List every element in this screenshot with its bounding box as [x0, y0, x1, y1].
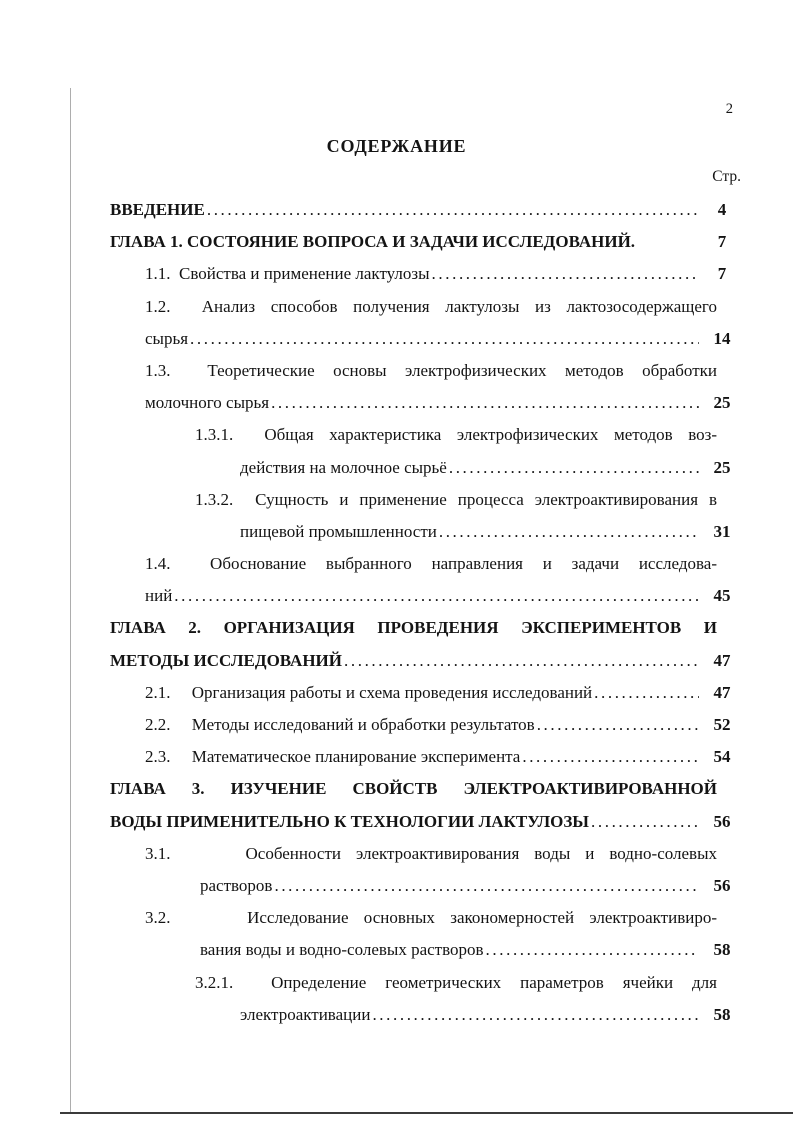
dot-leader — [589, 806, 699, 838]
toc-entry-text: 3.2.1. Определение геометрических параметров ячейки для — [195, 972, 717, 992]
dot-leader — [535, 709, 699, 741]
toc-line — [110, 773, 717, 805]
toc-line — [110, 516, 745, 548]
toc-entry-text: 1.1. Свойства и применение лактулозы — [145, 264, 430, 284]
toc-line — [110, 194, 745, 226]
toc-line — [110, 484, 717, 516]
toc-entry-text: 3.2. Исследование основных закономерностей электроактивиро- — [145, 908, 717, 928]
toc-entry-text: ВОДЫ ПРИМЕНИТЕЛЬНО К ТЕХНОЛОГИИ ЛАКТУЛОЗЫ — [110, 811, 590, 831]
dot-leader — [430, 258, 699, 290]
toc-line — [110, 806, 745, 838]
toc-page-number: 7 — [717, 232, 727, 252]
toc-line — [110, 709, 745, 741]
toc-page-number: 52 — [713, 715, 731, 734]
toc-entry-text: 1.4. Обоснование выбранного направления и задачи исследова- — [145, 554, 717, 574]
page-title: СОДЕРЖАНИЕ — [326, 136, 467, 156]
toc-entry-text: МЕТОДЫ ИССЛЕДОВАНИЙ — [110, 650, 343, 670]
toc-entry-text: действия на молочное сырьё — [240, 457, 447, 477]
toc-line — [110, 452, 745, 484]
toc-entry-text: растворов — [200, 875, 273, 895]
toc-entry-text: 1.3.1. Общая характеристика электрофизических методов воз- — [195, 425, 717, 445]
toc-page-number: 54 — [713, 747, 731, 767]
toc-entry-text: ний — [145, 586, 173, 606]
dot-leader — [520, 741, 699, 773]
toc-line — [110, 645, 745, 677]
toc-line — [110, 902, 717, 934]
toc-line — [110, 258, 745, 290]
scan-edge-left-line — [70, 88, 71, 1112]
toc-line — [110, 612, 717, 644]
toc-entry-text: 2.2. Методы исследований и обработки результатов — [145, 715, 535, 734]
toc-entry-text: сырья — [145, 328, 189, 348]
toc-page-number: 56 — [713, 811, 731, 831]
toc-entry-text: 2.1. Организация работы и схема проведения исследований — [145, 682, 593, 702]
toc-page-number: 58 — [713, 1004, 731, 1024]
scan-edge-bottom-line — [60, 1112, 793, 1114]
toc-line — [110, 967, 717, 999]
toc-line — [110, 226, 745, 258]
toc-entry-text: 1.2. Анализ способов получения лактулозы из лактозосодержащего — [145, 296, 717, 316]
toc-line — [110, 291, 717, 323]
toc-page-number: 25 — [713, 393, 731, 413]
toc-line — [110, 580, 745, 612]
toc-entry-text: ГЛАВА 3. ИЗУЧЕНИЕ СВОЙСТВ ЭЛЕКТРОАКТИВИРОВАННОЙ — [110, 779, 717, 799]
toc-entry-text: молочного сырья — [145, 393, 270, 413]
toc-entry-text: электроактивации — [240, 1004, 371, 1024]
toc-page-number: 4 — [717, 200, 727, 219]
toc-entry-text: 3.1. Особенности электроактивирования воды и водно-солевых — [145, 843, 717, 863]
toc-page-number: 31 — [713, 521, 731, 541]
dot-leader — [205, 194, 699, 226]
toc-entry-text: вания воды и водно-солевых растворов — [200, 940, 484, 960]
toc-entry-text: 1.3. Теоретические основы электрофизических методов обработки — [145, 360, 717, 380]
toc-line — [110, 355, 717, 387]
dot-leader — [188, 323, 699, 355]
toc-page-number: 45 — [713, 586, 731, 606]
toc-page-number: 14 — [713, 328, 731, 348]
toc-page-number: 56 — [713, 875, 731, 895]
toc-page-number: 47 — [713, 682, 731, 702]
toc-line — [110, 419, 717, 451]
toc-line — [110, 548, 717, 580]
toc-entry-text: пищевой промышленности — [240, 521, 437, 541]
dot-leader — [437, 516, 699, 548]
dot-leader — [172, 580, 699, 612]
dot-leader — [269, 387, 699, 419]
page-column-header: Стр. — [712, 168, 741, 185]
toc-page-number: 7 — [717, 264, 727, 284]
dot-leader — [592, 677, 699, 709]
toc-entry-text: ГЛАВА 1. СОСТОЯНИЕ ВОПРОСА И ЗАДАЧИ ИССЛЕДОВАНИЙ. — [110, 232, 636, 252]
toc-entry-text: 2.3. Математическое планирование эксперимента — [145, 747, 521, 767]
toc-line — [110, 934, 745, 966]
page-number: 2 — [725, 101, 733, 117]
dot-leader — [447, 452, 699, 484]
dot-leader — [342, 645, 699, 677]
toc-line — [110, 838, 717, 870]
toc-line — [110, 387, 745, 419]
toc-line — [110, 677, 745, 709]
toc-entry-text: ГЛАВА 2. ОРГАНИЗАЦИЯ ПРОВЕДЕНИЯ ЭКСПЕРИМЕНТОВ И — [110, 618, 717, 638]
dot-leader — [484, 934, 699, 966]
toc-list — [110, 194, 745, 1031]
toc-page-number: 25 — [713, 457, 731, 477]
toc-line — [110, 870, 745, 902]
dot-leader — [370, 999, 699, 1031]
toc-line — [110, 323, 745, 355]
toc-page-number: 58 — [713, 940, 731, 960]
toc-entry-text: ВВЕДЕНИЕ — [110, 200, 205, 219]
toc-line — [110, 999, 745, 1031]
toc-entry-text: 1.3.2. Сущность и применение процесса электроактивирования в — [195, 489, 717, 509]
toc-line — [110, 741, 745, 773]
toc-page-number: 47 — [713, 650, 731, 670]
dot-leader — [272, 870, 699, 902]
